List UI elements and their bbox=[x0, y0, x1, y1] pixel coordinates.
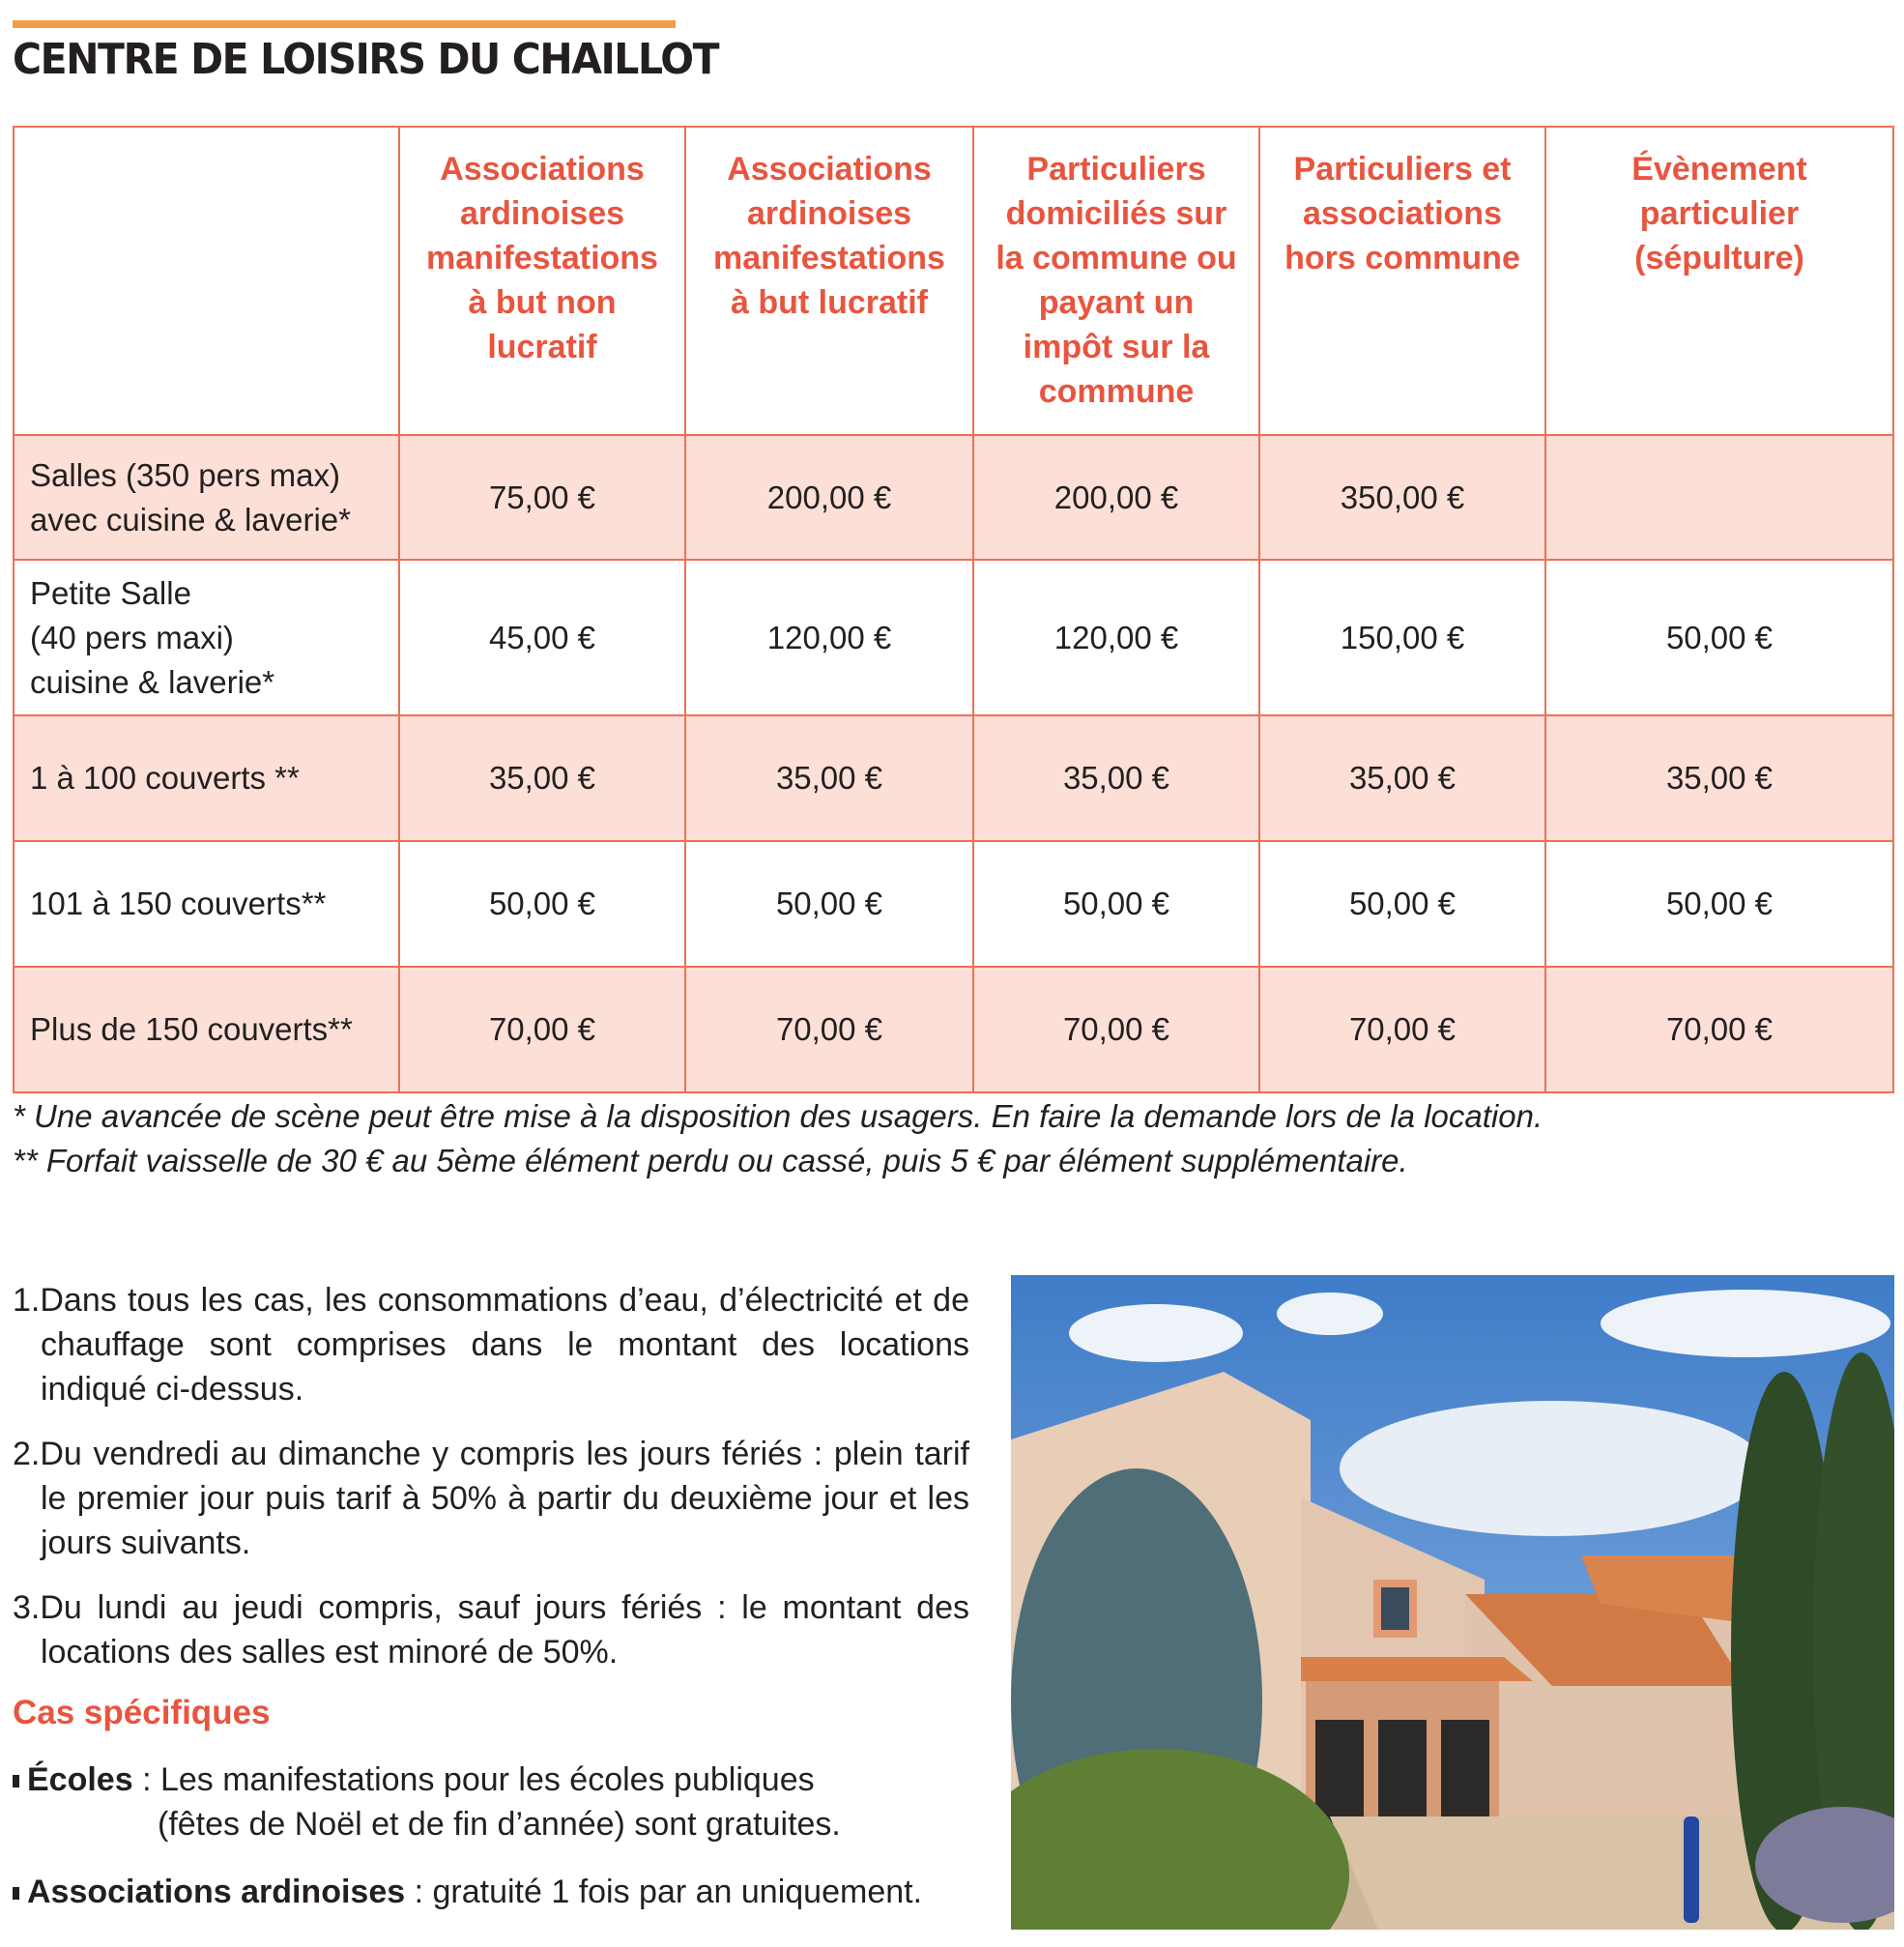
price-cell: 50,00 € bbox=[973, 841, 1259, 967]
row-label-line: Salles (350 pers max) bbox=[30, 456, 340, 493]
column-header bbox=[399, 127, 685, 435]
case-separator: : bbox=[405, 1874, 433, 1910]
specific-case-associations bbox=[13, 1870, 922, 1914]
window bbox=[1381, 1587, 1409, 1630]
roof bbox=[1301, 1657, 1533, 1681]
price-cell: 45,00 € bbox=[399, 560, 685, 715]
price-cell: 120,00 € bbox=[973, 560, 1259, 715]
price-cell: 35,00 € bbox=[1259, 715, 1545, 841]
rule-item: 2.Du vendredi au dimanche y compris les jours fériés : plein tarif le premier jour puis tarif à 50% à partir du deuxième jour et les jours suivants. bbox=[13, 1436, 969, 1561]
column-header bbox=[1259, 127, 1545, 435]
cloud bbox=[1340, 1401, 1765, 1536]
case-text-continued: (fêtes de Noël et de fin d’année) sont gratuites. bbox=[158, 1806, 841, 1843]
price-cell: 350,00 € bbox=[1259, 435, 1545, 560]
case-text: Les manifestations pour les écoles publiques bbox=[159, 1761, 815, 1798]
price-cell: 70,00 € bbox=[1259, 967, 1545, 1092]
cloud bbox=[1601, 1290, 1890, 1357]
price-cell: 120,00 € bbox=[685, 560, 973, 715]
rule-item: 1.Dans tous les cas, les consommations d’eau, d’électricité et de chauffage sont comprises dans le montant des locations indiqué ci-dessus. bbox=[13, 1282, 969, 1408]
pricing-table bbox=[13, 126, 1894, 1093]
price-cell: 150,00 € bbox=[1259, 560, 1545, 715]
rule-item: 3.Du lundi au jeudi compris, sauf jours fériés : le montant des locations des salles est minoré de 50%. bbox=[13, 1589, 969, 1671]
row-label bbox=[14, 967, 399, 1092]
column-header-label: Associations ardinoises manifestations à but lucratif bbox=[713, 151, 945, 321]
case-term: Associations ardinoises bbox=[27, 1874, 406, 1910]
price-cell: 35,00 € bbox=[973, 715, 1259, 841]
row-label bbox=[14, 435, 399, 560]
specific-case-schools bbox=[13, 1758, 841, 1846]
price-cell: 70,00 € bbox=[1545, 967, 1893, 1092]
row-label-line: avec cuisine & laverie* bbox=[30, 501, 351, 538]
price-cell: 70,00 € bbox=[973, 967, 1259, 1092]
price-cell: 35,00 € bbox=[1545, 715, 1893, 841]
row-label bbox=[14, 841, 399, 967]
table-row bbox=[14, 560, 1893, 715]
price-cell bbox=[1545, 435, 1893, 560]
row-label bbox=[14, 715, 399, 841]
price-cell: 70,00 € bbox=[399, 967, 685, 1092]
column-header bbox=[1545, 127, 1893, 435]
footnotes bbox=[13, 1094, 1543, 1183]
column-header-label: Particuliers et associations hors commune bbox=[1284, 151, 1520, 276]
price-cell: 200,00 € bbox=[973, 435, 1259, 560]
price-cell: 50,00 € bbox=[399, 841, 685, 967]
price-cell: 50,00 € bbox=[1545, 841, 1893, 967]
price-cell: 70,00 € bbox=[685, 967, 973, 1092]
cloud bbox=[1069, 1304, 1243, 1362]
footnote: ** Forfait vaisselle de 30 € au 5ème élément perdu ou cassé, puis 5 € par élément supplémentaire. bbox=[13, 1143, 1408, 1178]
price-cell: 35,00 € bbox=[685, 715, 973, 841]
bollard bbox=[1684, 1816, 1699, 1923]
table-row bbox=[14, 715, 1893, 841]
row-label-line: Plus de 150 couverts** bbox=[30, 1011, 353, 1047]
cloud bbox=[1277, 1293, 1383, 1335]
title-accent-bar bbox=[13, 20, 676, 28]
specific-cases-title: Cas spécifiques bbox=[13, 1694, 271, 1731]
column-header-label: Évènement particulier (sépulture) bbox=[1631, 151, 1807, 276]
column-header-label: Particuliers domiciliés sur la commune ou payant un impôt sur la commune bbox=[995, 151, 1237, 410]
building-photo bbox=[1011, 1275, 1894, 1930]
price-cell: 50,00 € bbox=[1259, 841, 1545, 967]
row-label-line: 101 à 150 couverts** bbox=[30, 886, 327, 921]
row-label-line: (40 pers maxi) bbox=[30, 619, 234, 655]
price-cell: 35,00 € bbox=[399, 715, 685, 841]
row-label bbox=[14, 560, 399, 715]
square-bullet-icon bbox=[13, 1887, 19, 1900]
column-header bbox=[685, 127, 973, 435]
table-row bbox=[14, 841, 1893, 967]
table-row bbox=[14, 967, 1893, 1092]
case-term: Écoles bbox=[27, 1761, 133, 1798]
page-title: CENTRE DE LOISIRS DU CHAILLOT bbox=[13, 35, 719, 84]
price-cell: 50,00 € bbox=[1545, 560, 1893, 715]
column-header-label: Associations ardinoises manifestations à but non lucratif bbox=[426, 151, 658, 365]
footnote: * Une avancée de scène peut être mise à la disposition des usagers. En faire la demande lors de la location. bbox=[13, 1098, 1543, 1134]
row-label-line: Petite Salle bbox=[30, 574, 191, 611]
square-bullet-icon bbox=[13, 1775, 19, 1787]
case-separator: : bbox=[132, 1761, 160, 1798]
price-cell: 50,00 € bbox=[685, 841, 973, 967]
row-label-line: 1 à 100 couverts ** bbox=[30, 760, 300, 796]
rules-list bbox=[13, 1278, 969, 1695]
price-cell: 75,00 € bbox=[399, 435, 685, 560]
table-row bbox=[14, 435, 1893, 560]
table-header-row bbox=[14, 127, 1893, 435]
row-label-line: cuisine & laverie* bbox=[30, 663, 275, 700]
price-cell: 200,00 € bbox=[685, 435, 973, 560]
column-header bbox=[973, 127, 1259, 435]
column-header-empty bbox=[14, 127, 399, 435]
case-text: gratuité 1 fois par an uniquement. bbox=[432, 1874, 923, 1910]
